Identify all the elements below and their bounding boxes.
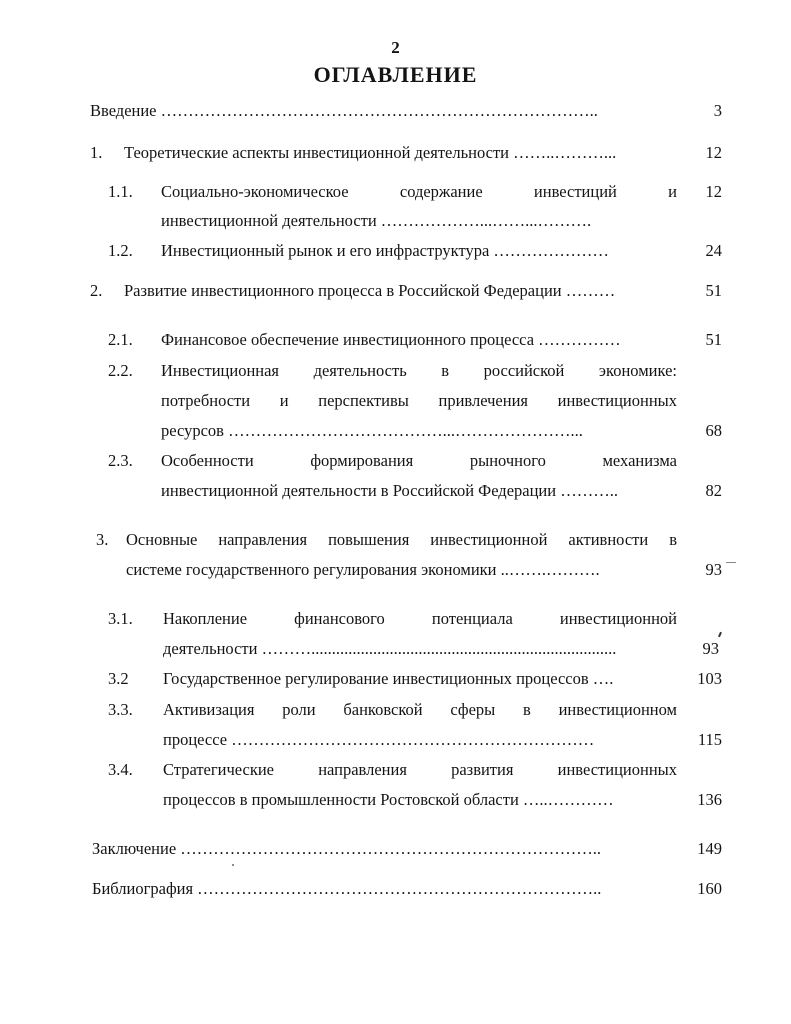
toc-page-3-2: 103: [697, 669, 722, 688]
toc-entry-2-3-line2: инвестиционной деятельности в Российской Федерации ………..: [161, 481, 618, 500]
toc-entry-2-2-line1: Инвестиционная деятельность в российской экономике:: [161, 361, 677, 380]
toc-entry-2-3-line1: Особенности формирования рыночного механизма: [161, 451, 677, 470]
toc-num-3-4: 3.4.: [108, 760, 133, 779]
toc-entry-1-1-line1: Социально-экономическое содержание инвестиций и: [161, 182, 677, 201]
toc-entry-3-4-line1: Стратегические направления развития инвестиционных: [163, 760, 677, 779]
toc-page-2-2: 68: [705, 421, 722, 440]
toc-entry-1-2: Инвестиционный рынок и его инфраструктура …………………: [161, 241, 609, 260]
toc-num-2-2: 2.2.: [108, 361, 133, 380]
toc-page-3-3: 115: [697, 730, 722, 749]
toc-entry-2-1: Финансовое обеспечение инвестиционного процесса ……………: [161, 330, 621, 349]
toc-entry-1: Теоретические аспекты инвестиционной деятельности ……..………...: [124, 143, 617, 162]
toc-num-3-3: 3.3.: [108, 700, 133, 719]
toc-num-2-1: 2.1.: [108, 330, 133, 349]
toc-entry-3-line2: системе государственного регулирования экономики ..…….……….: [126, 560, 600, 579]
scan-speck: [232, 864, 234, 866]
toc-page-1: 12: [705, 143, 722, 162]
page-title: ОГЛАВЛЕНИЕ: [313, 62, 478, 87]
toc-entry-3-1-line2: деятельности ………..........................................................................: [163, 639, 617, 658]
scan-mark: [726, 562, 736, 563]
toc-entry-3-3-line2: процессе …………………………………………………………: [163, 730, 595, 749]
toc-num-2-3: 2.3.: [108, 451, 133, 470]
toc-num-3-1: 3.1.: [108, 609, 133, 628]
toc-entry-3-2: Государственное регулирование инвестиционных процессов ….: [163, 669, 614, 688]
toc-entry-intro: Введение ……………………………………………………………………..: [90, 101, 598, 120]
toc-num-3: 3.: [96, 530, 109, 549]
toc-page-3: 93: [705, 560, 722, 579]
page-number: 2: [391, 38, 400, 57]
toc-num-3-2: 3.2: [108, 669, 129, 688]
toc-num-1: 1.: [90, 143, 103, 162]
toc-entry-2: Развитие инвестиционного процесса в Российской Федерации ………: [124, 281, 616, 300]
toc-num-2: 2.: [90, 281, 103, 300]
toc-entry-1-1-line2: инвестиционной деятельности ………………...……...……….: [161, 211, 592, 230]
toc-entry-conclusion: Заключение …………………………………………………………………..: [92, 839, 602, 858]
toc-page-2: 51: [705, 281, 722, 300]
toc-entry-2-2-line3: ресурсов …………………………………...…………………...: [161, 421, 583, 440]
toc-num-1-1: 1.1.: [108, 182, 133, 201]
toc-page-1-1: 12: [705, 182, 722, 201]
toc-entry-bibliography: Библиография ………………………………………………………………..: [92, 879, 602, 898]
toc-page-3-1: 93: [702, 639, 719, 658]
toc-entry-3-line1: Основные направления повышения инвестиционной активности в: [126, 530, 677, 549]
handwritten-mark: [718, 632, 722, 637]
toc-page-2-3: 82: [705, 481, 722, 500]
toc-entry-3-4-line2: процессов в промышленности Ростовской области …..…………: [163, 790, 614, 809]
toc-entry-3-1-line1: Накопление финансового потенциала инвестиционной: [163, 609, 677, 628]
toc-page-3-4: 136: [697, 790, 722, 809]
toc-page-1-2: 24: [705, 241, 722, 260]
toc-page-intro: 3: [713, 101, 722, 120]
toc-page-conclusion: 149: [697, 839, 722, 858]
toc-num-1-2: 1.2.: [108, 241, 133, 260]
toc-entry-3-3-line1: Активизация роли банковской сферы в инвестиционном: [163, 700, 677, 719]
toc-entry-2-2-line2: потребности и перспективы привлечения инвестиционных: [161, 391, 677, 410]
toc-page-2-1: 51: [705, 330, 722, 349]
toc-page-bibliography: 160: [697, 879, 722, 898]
